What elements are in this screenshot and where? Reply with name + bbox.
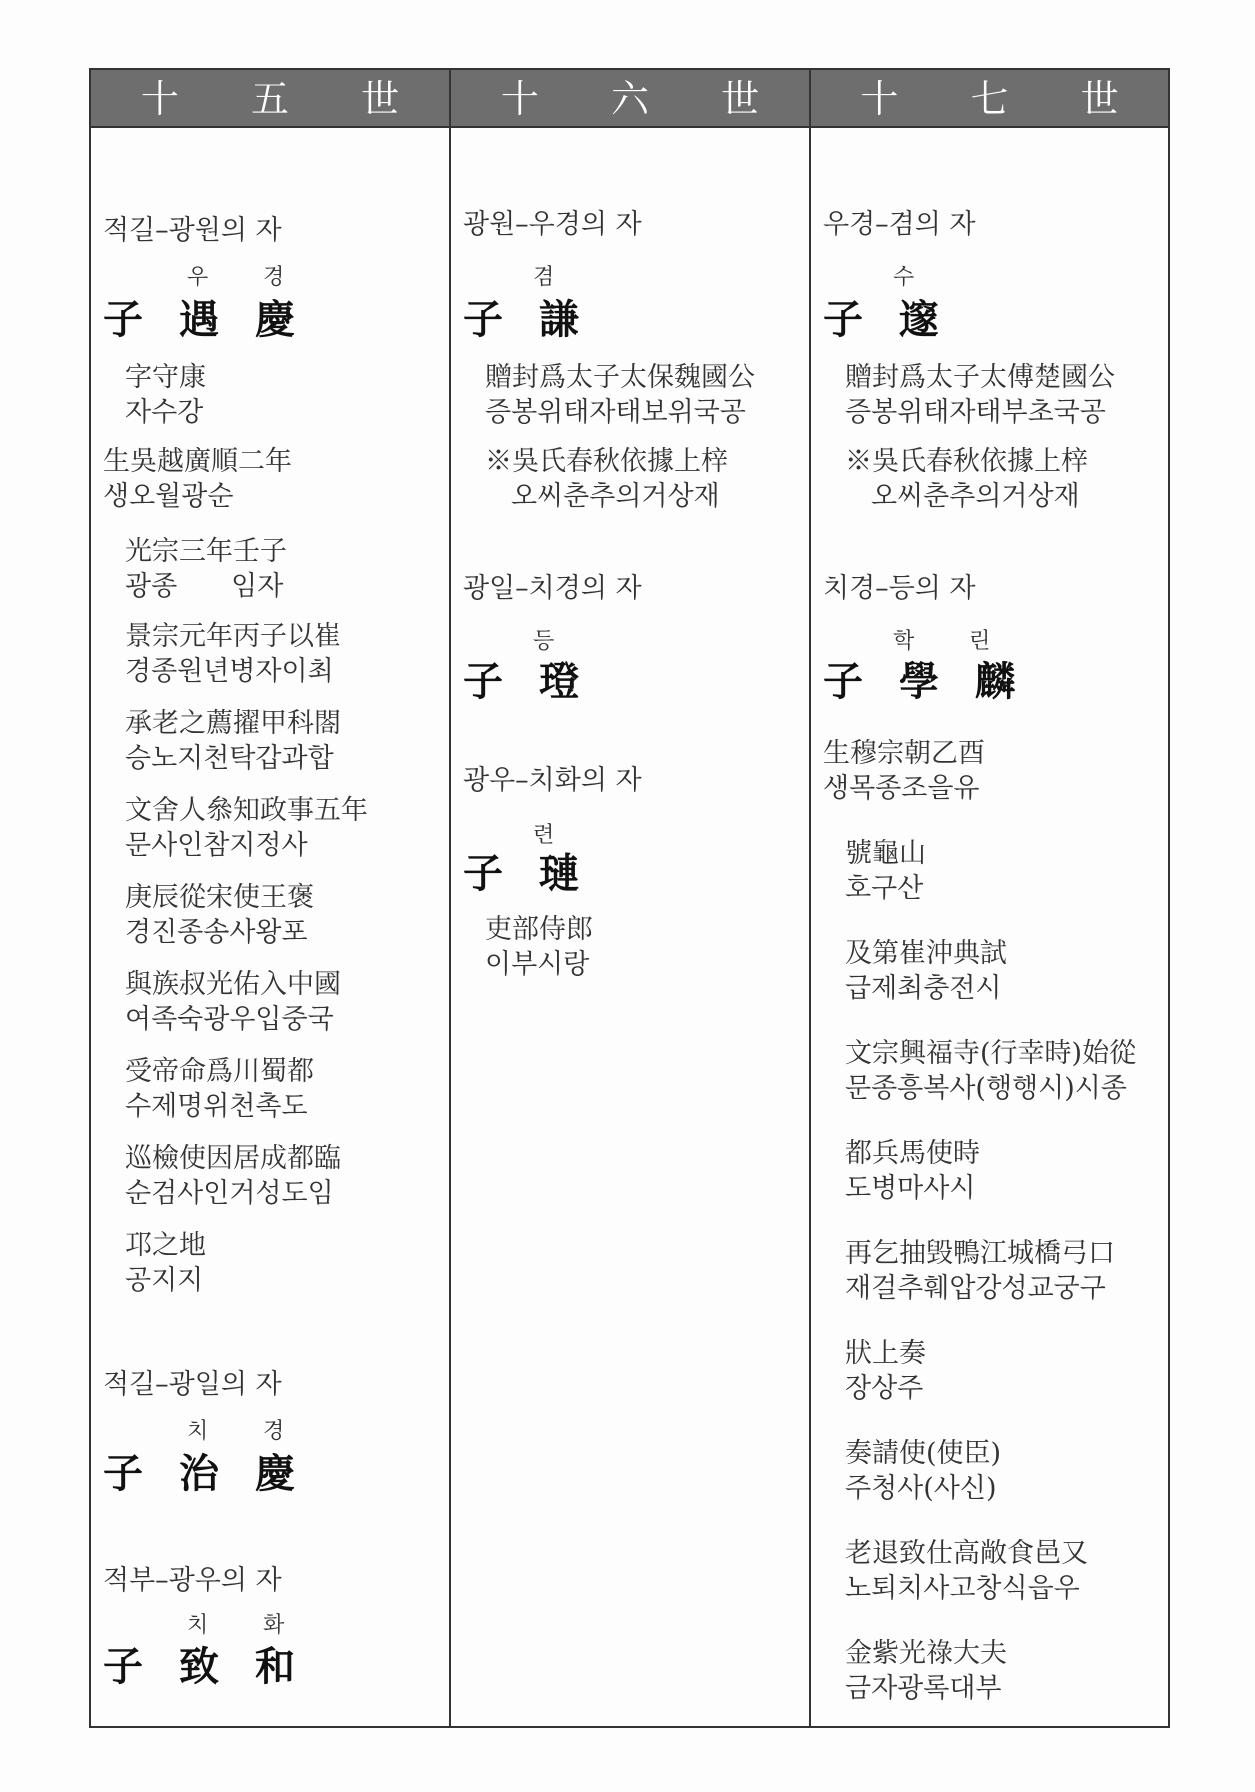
entry-lead: 우경–겸의 자 xyxy=(823,209,976,240)
column-generation-17 xyxy=(811,70,1168,1726)
ruby-reading: 치 xyxy=(187,1613,209,1638)
person-name: 子 遇 慶 xyxy=(103,296,295,343)
text-line: 庚辰從宋使王褒 경진종송사왕포 xyxy=(125,882,314,948)
text-line: ※吳氏春秋依據上梓 오씨춘추의거상재 xyxy=(485,446,728,512)
column-generation-15 xyxy=(91,70,451,1726)
text-line: 狀上奏 장상주 xyxy=(845,1338,926,1404)
entry-lead: 광원–우경의 자 xyxy=(463,209,642,240)
text-line: 吏部侍郎 이부시랑 xyxy=(485,914,593,980)
text-line: 邛之地 공지지 xyxy=(125,1230,206,1296)
entry-lead: 적길–광일의 자 xyxy=(103,1369,282,1400)
person-name: 子 治 慶 xyxy=(103,1450,295,1497)
person-name: 子 璉 xyxy=(463,850,579,897)
text-line: 再乞抽毁鴨江城橋弓口 재걸추훼압강성교궁구 xyxy=(845,1238,1115,1304)
text-line: 受帝命爲川蜀都 수제명위천촉도 xyxy=(125,1056,314,1122)
ruby-reading: 겸 xyxy=(533,265,555,290)
column-generation-16 xyxy=(451,70,811,1726)
ruby-reading: 치 xyxy=(187,1419,209,1444)
text-line: 贈封爲太子太保魏國公 증봉위태자태보위국공 xyxy=(485,362,755,428)
ruby-reading: 린 xyxy=(969,629,991,654)
person-name: 子 璒 xyxy=(463,658,579,705)
person-name: 子 致 和 xyxy=(103,1643,295,1690)
person-name: 子 學 麟 xyxy=(823,658,1015,705)
text-line: 字守康 자수강 xyxy=(125,362,206,428)
text-line: 與族叔光佑入中國 여족숙광우입중국 xyxy=(125,969,341,1035)
ruby-reading: 우 xyxy=(187,265,209,290)
text-line: 巡檢使因居成都臨 순검사인거성도임 xyxy=(125,1143,341,1209)
text-line: 生穆宗朝乙酉 생목종조을유 xyxy=(823,738,985,804)
entry-lead: 적길–광원의 자 xyxy=(103,215,282,246)
entry-lead: 광우–치화의 자 xyxy=(463,765,642,796)
text-line: 金紫光祿大夫 금자광록대부 xyxy=(845,1638,1007,1704)
text-line: 號龜山 호구산 xyxy=(845,838,926,904)
genealogy-table xyxy=(89,68,1170,1728)
text-line: 都兵馬使時 도병마사시 xyxy=(845,1138,980,1204)
text-line: 文舍人叅知政事五年 문사인참지정사 xyxy=(125,795,368,861)
text-line: ※吳氏春秋依據上梓 오씨춘추의거상재 xyxy=(845,446,1088,512)
text-line: 及第崔沖典試 급제최충전시 xyxy=(845,938,1007,1004)
person-name: 子 謙 xyxy=(463,296,579,343)
text-line: 奏請使(使臣) 주청사(사신) xyxy=(845,1438,1002,1504)
text-line: 贈封爲太子太傅楚國公 증봉위태자태부초국공 xyxy=(845,362,1115,428)
column-header: 十 六 世 xyxy=(451,70,809,128)
ruby-reading: 련 xyxy=(533,823,555,848)
column-header: 十 五 世 xyxy=(91,70,449,128)
ruby-reading: 경 xyxy=(263,1419,285,1444)
text-line: 景宗元年丙子以崔 경종원년병자이최 xyxy=(125,621,341,687)
entry-lead: 광일–치경의 자 xyxy=(463,573,642,604)
column-header: 十 七 世 xyxy=(811,70,1168,128)
entry-lead: 적부–광우의 자 xyxy=(103,1565,282,1596)
text-line: 生吳越廣順二年 생오월광순 xyxy=(103,446,292,512)
ruby-reading: 수 xyxy=(893,265,915,290)
ruby-reading: 등 xyxy=(533,629,555,654)
ruby-reading: 경 xyxy=(263,265,285,290)
text-line: 承老之薦擢甲科閤 승노지천탁갑과합 xyxy=(125,708,341,774)
entry-lead: 치경–등의 자 xyxy=(823,573,976,604)
text-line: 文宗興福寺(行幸時)始從 문종흥복사(행행시)시종 xyxy=(845,1038,1137,1104)
ruby-reading: 학 xyxy=(893,629,915,654)
ruby-reading: 화 xyxy=(263,1613,285,1638)
text-line: 光宗三年壬子 광종 임자 xyxy=(125,536,287,602)
text-line: 老退致仕高敞食邑又 노퇴치사고창식읍우 xyxy=(845,1538,1088,1604)
person-name: 子 邃 xyxy=(823,296,939,343)
